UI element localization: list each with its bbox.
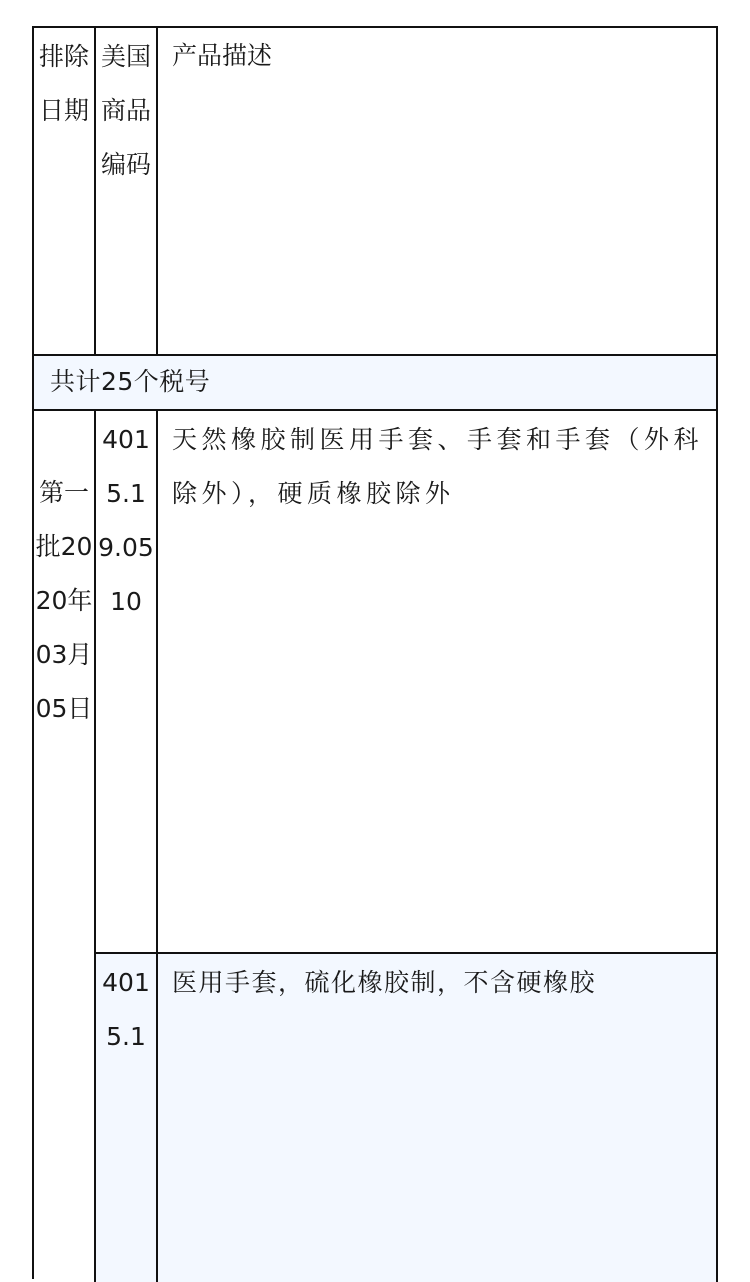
batch-date-cell: 第一批2020年03月05日 <box>32 409 94 1279</box>
total-row: 共计25个税号 <box>32 354 718 409</box>
row-2-description: 医用手套，硫化橡胶制，不含硬橡胶 <box>156 952 718 1282</box>
header-code: 美国商品编码 <box>94 26 156 354</box>
row-1-code: 4015.19.0510 <box>94 409 156 952</box>
row-2-code: 4015.1 <box>94 952 156 1282</box>
exclusion-table <box>32 26 718 1246</box>
row-1-description: 天然橡胶制医用手套、手套和手套（外科除外），硬质橡胶除外 <box>156 409 718 952</box>
header-description: 产品描述 <box>156 26 718 354</box>
header-date: 排除日期 <box>32 26 94 354</box>
